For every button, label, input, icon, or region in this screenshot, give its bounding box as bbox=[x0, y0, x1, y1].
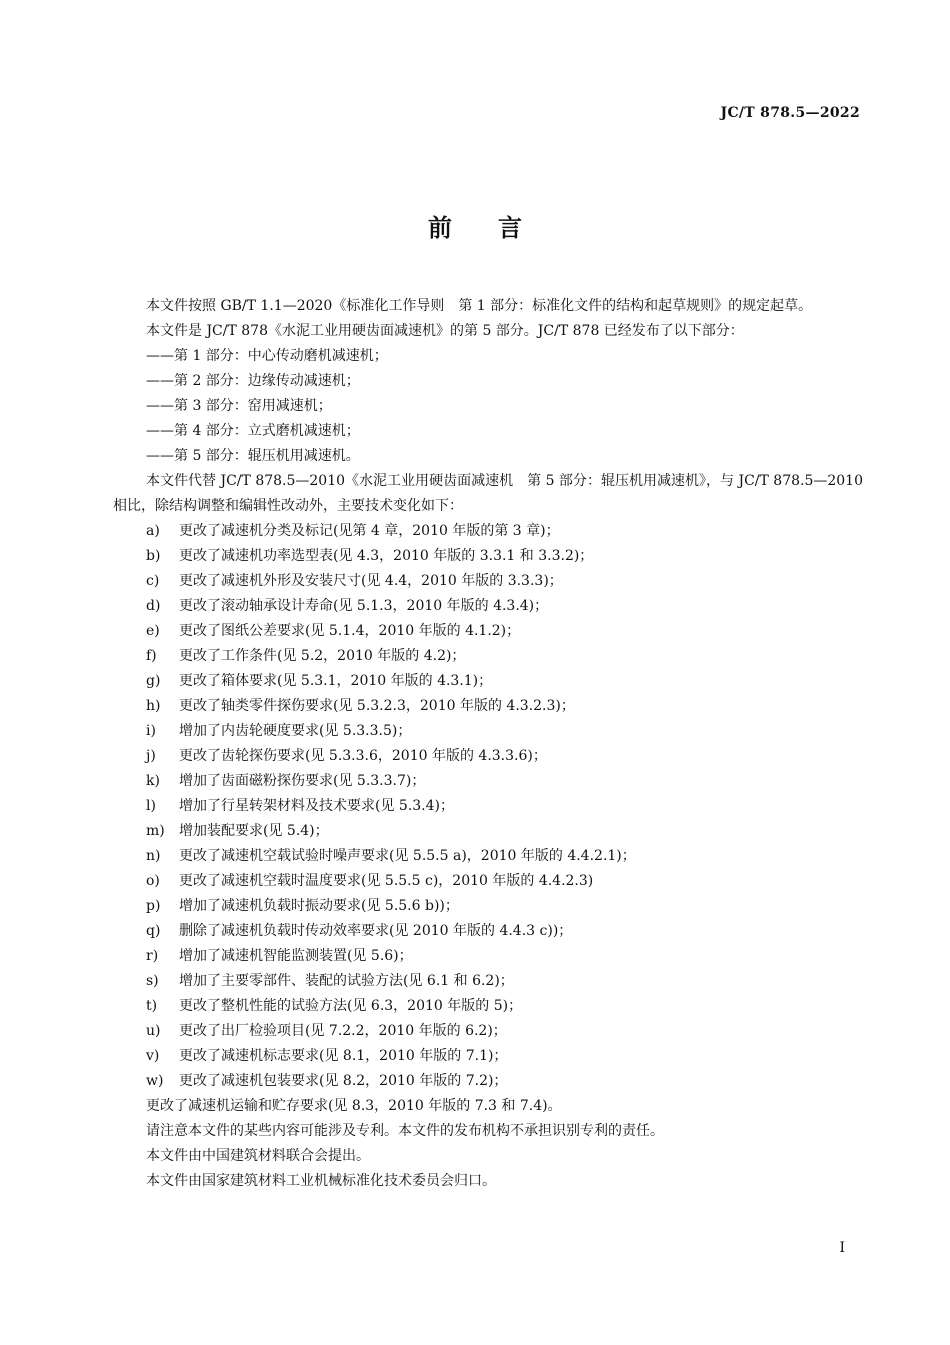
change-list-item bbox=[113, 894, 863, 919]
change-item-text: 增加了减速机智能监测装置(见 5.6)； bbox=[179, 948, 413, 964]
change-list-item bbox=[113, 619, 863, 644]
change-item-marker: u) bbox=[146, 1023, 161, 1039]
change-list-item bbox=[113, 819, 863, 844]
change-item-marker: o) bbox=[146, 873, 160, 889]
change-item-marker: s) bbox=[146, 973, 159, 989]
change-item-text: 更改了减速机空载试验时噪声要求(见 5.5.5 a)，2010 年版的 4.4.2.1)； bbox=[179, 848, 636, 864]
paragraph-series-intro: 本文件是 JC/T 878《水泥工业用硬齿面减速机》的第 5 部分。JC/T 878 已经发布了以下部分： bbox=[146, 323, 744, 339]
change-item-marker: e) bbox=[146, 623, 160, 639]
change-item-text: 删除了减速机负载时传动效率要求(见 2010 年版的 4.4.3 c))； bbox=[179, 923, 573, 939]
change-item-text: 增加了减速机负载时振动要求(见 5.5.6 b))； bbox=[179, 898, 459, 914]
change-list-item bbox=[113, 969, 863, 994]
change-list-item bbox=[113, 644, 863, 669]
change-item-marker: l) bbox=[146, 798, 156, 814]
paragraph-proposed-by: 本文件由中国建筑材料联合会提出。 bbox=[146, 1148, 370, 1164]
parts-list bbox=[113, 344, 863, 469]
change-list-item bbox=[113, 1044, 863, 1069]
change-list-item bbox=[113, 569, 863, 594]
paragraph-drafting-rules: 本文件按照 GB/T 1.1—2020《标准化工作导则 第 1 部分：标准化文件的结构和起草规则》的规定起草。 bbox=[146, 298, 813, 314]
page-number: I bbox=[839, 1240, 845, 1256]
change-list-item bbox=[113, 919, 863, 944]
part-list-item: ——第 1 部分：中心传动磨机减速机； bbox=[146, 348, 388, 364]
paragraph-patent-notice: 请注意本文件的某些内容可能涉及专利。本文件的发布机构不承担识别专利的责任。 bbox=[146, 1123, 664, 1139]
change-item-text: 更改了减速机空载时温度要求(见 5.5.5 c)，2010 年版的 4.4.2.3) bbox=[179, 873, 594, 889]
change-item-marker: k) bbox=[146, 773, 160, 789]
change-item-marker: v) bbox=[146, 1048, 160, 1064]
document-code: JC/T 878.5—2022 bbox=[720, 105, 860, 121]
paragraph-managed-by: 本文件由国家建筑材料工业机械标准化技术委员会归口。 bbox=[146, 1173, 496, 1189]
change-list-item bbox=[113, 769, 863, 794]
part-list-item: ——第 5 部分：辊压机用减速机。 bbox=[146, 448, 360, 464]
change-list-item bbox=[113, 944, 863, 969]
change-list-item bbox=[113, 544, 863, 569]
change-item-text: 增加了内齿轮硬度要求(见 5.3.3.5)； bbox=[179, 723, 412, 739]
part-list-item: ——第 4 部分：立式磨机减速机； bbox=[146, 423, 360, 439]
change-item-text: 更改了减速机标志要求(见 8.1，2010 年版的 7.1)； bbox=[179, 1048, 508, 1064]
change-list-item bbox=[113, 719, 863, 744]
change-item-text: 更改了减速机外形及安装尺寸(见 4.4，2010 年版的 3.3.3)； bbox=[179, 573, 563, 589]
change-item-text: 更改了滚动轴承设计寿命(见 5.1.3，2010 年版的 4.3.4)； bbox=[179, 598, 549, 614]
change-item-marker: c) bbox=[146, 573, 160, 589]
change-list-item bbox=[113, 594, 863, 619]
paragraph-transport-storage: 更改了减速机运输和贮存要求(见 8.3，2010 年版的 7.3 和 7.4)。 bbox=[146, 1098, 562, 1114]
change-item-marker: j) bbox=[146, 748, 156, 764]
part-list-item: ——第 2 部分：边缘传动减速机； bbox=[146, 373, 360, 389]
change-item-marker: d) bbox=[146, 598, 161, 614]
paragraph-replaces: 本文件代替 JC/T 878.5—2010《水泥工业用硬齿面减速机 第 5 部分：辊压机用减速机》，与 JC/T 878.5—2010 相比，除结构调整和编辑性改动外，主要技术变化如下： bbox=[113, 473, 863, 514]
change-item-marker: a) bbox=[146, 523, 160, 539]
change-list-item bbox=[113, 744, 863, 769]
change-list-item bbox=[113, 794, 863, 819]
foreword-body bbox=[113, 294, 863, 1194]
change-item-marker: i) bbox=[146, 723, 156, 739]
change-item-text: 增加了行星转架材料及技术要求(见 5.3.4)； bbox=[179, 798, 454, 814]
change-list-item bbox=[113, 1069, 863, 1094]
change-item-text: 增加了主要零部件、装配的试验方法(见 6.1 和 6.2)； bbox=[179, 973, 514, 989]
change-item-marker: m) bbox=[146, 823, 165, 839]
change-item-text: 更改了齿轮探伤要求(见 5.3.3.6，2010 年版的 4.3.3.6)； bbox=[179, 748, 547, 764]
page-title: 前言 bbox=[428, 213, 568, 242]
change-item-marker: n) bbox=[146, 848, 161, 864]
change-item-text: 更改了减速机包装要求(见 8.2，2010 年版的 7.2)； bbox=[179, 1073, 508, 1089]
change-list-item bbox=[113, 869, 863, 894]
change-item-text: 更改了出厂检验项目(见 7.2.2，2010 年版的 6.2)； bbox=[179, 1023, 507, 1039]
change-item-text: 更改了图纸公差要求(见 5.1.4，2010 年版的 4.1.2)； bbox=[179, 623, 521, 639]
change-item-text: 更改了整机性能的试验方法(见 6.3，2010 年版的 5)； bbox=[179, 998, 523, 1014]
change-list-item bbox=[113, 844, 863, 869]
part-list-item: ——第 3 部分：窑用减速机； bbox=[146, 398, 332, 414]
change-item-marker: f) bbox=[146, 648, 157, 664]
change-item-text: 更改了工作条件(见 5.2，2010 年版的 4.2)； bbox=[179, 648, 466, 664]
change-list-item bbox=[113, 669, 863, 694]
change-item-marker: t) bbox=[146, 998, 158, 1014]
change-item-text: 更改了减速机功率选型表(见 4.3，2010 年版的 3.3.1 和 3.3.2)； bbox=[179, 548, 594, 564]
change-item-text: 增加装配要求(见 5.4)； bbox=[179, 823, 329, 839]
change-list-item bbox=[113, 994, 863, 1019]
change-list-item bbox=[113, 694, 863, 719]
change-item-marker: r) bbox=[146, 948, 159, 964]
change-item-marker: g) bbox=[146, 673, 161, 689]
changes-list bbox=[113, 519, 863, 1094]
change-item-marker: w) bbox=[146, 1073, 164, 1089]
change-item-marker: p) bbox=[146, 898, 161, 914]
change-list-item bbox=[113, 519, 863, 544]
change-item-marker: h) bbox=[146, 698, 161, 714]
change-item-text: 更改了轴类零件探伤要求(见 5.3.2.3，2010 年版的 4.3.2.3)； bbox=[179, 698, 575, 714]
change-item-text: 增加了齿面磁粉探伤要求(见 5.3.3.7)； bbox=[179, 773, 426, 789]
change-item-marker: q) bbox=[146, 923, 161, 939]
change-item-marker: b) bbox=[146, 548, 161, 564]
change-item-text: 更改了箱体要求(见 5.3.1，2010 年版的 4.3.1)； bbox=[179, 673, 493, 689]
change-list-item bbox=[113, 1019, 863, 1044]
change-item-text: 更改了减速机分类及标记(见第 4 章，2010 年版的第 3 章)； bbox=[179, 523, 560, 539]
